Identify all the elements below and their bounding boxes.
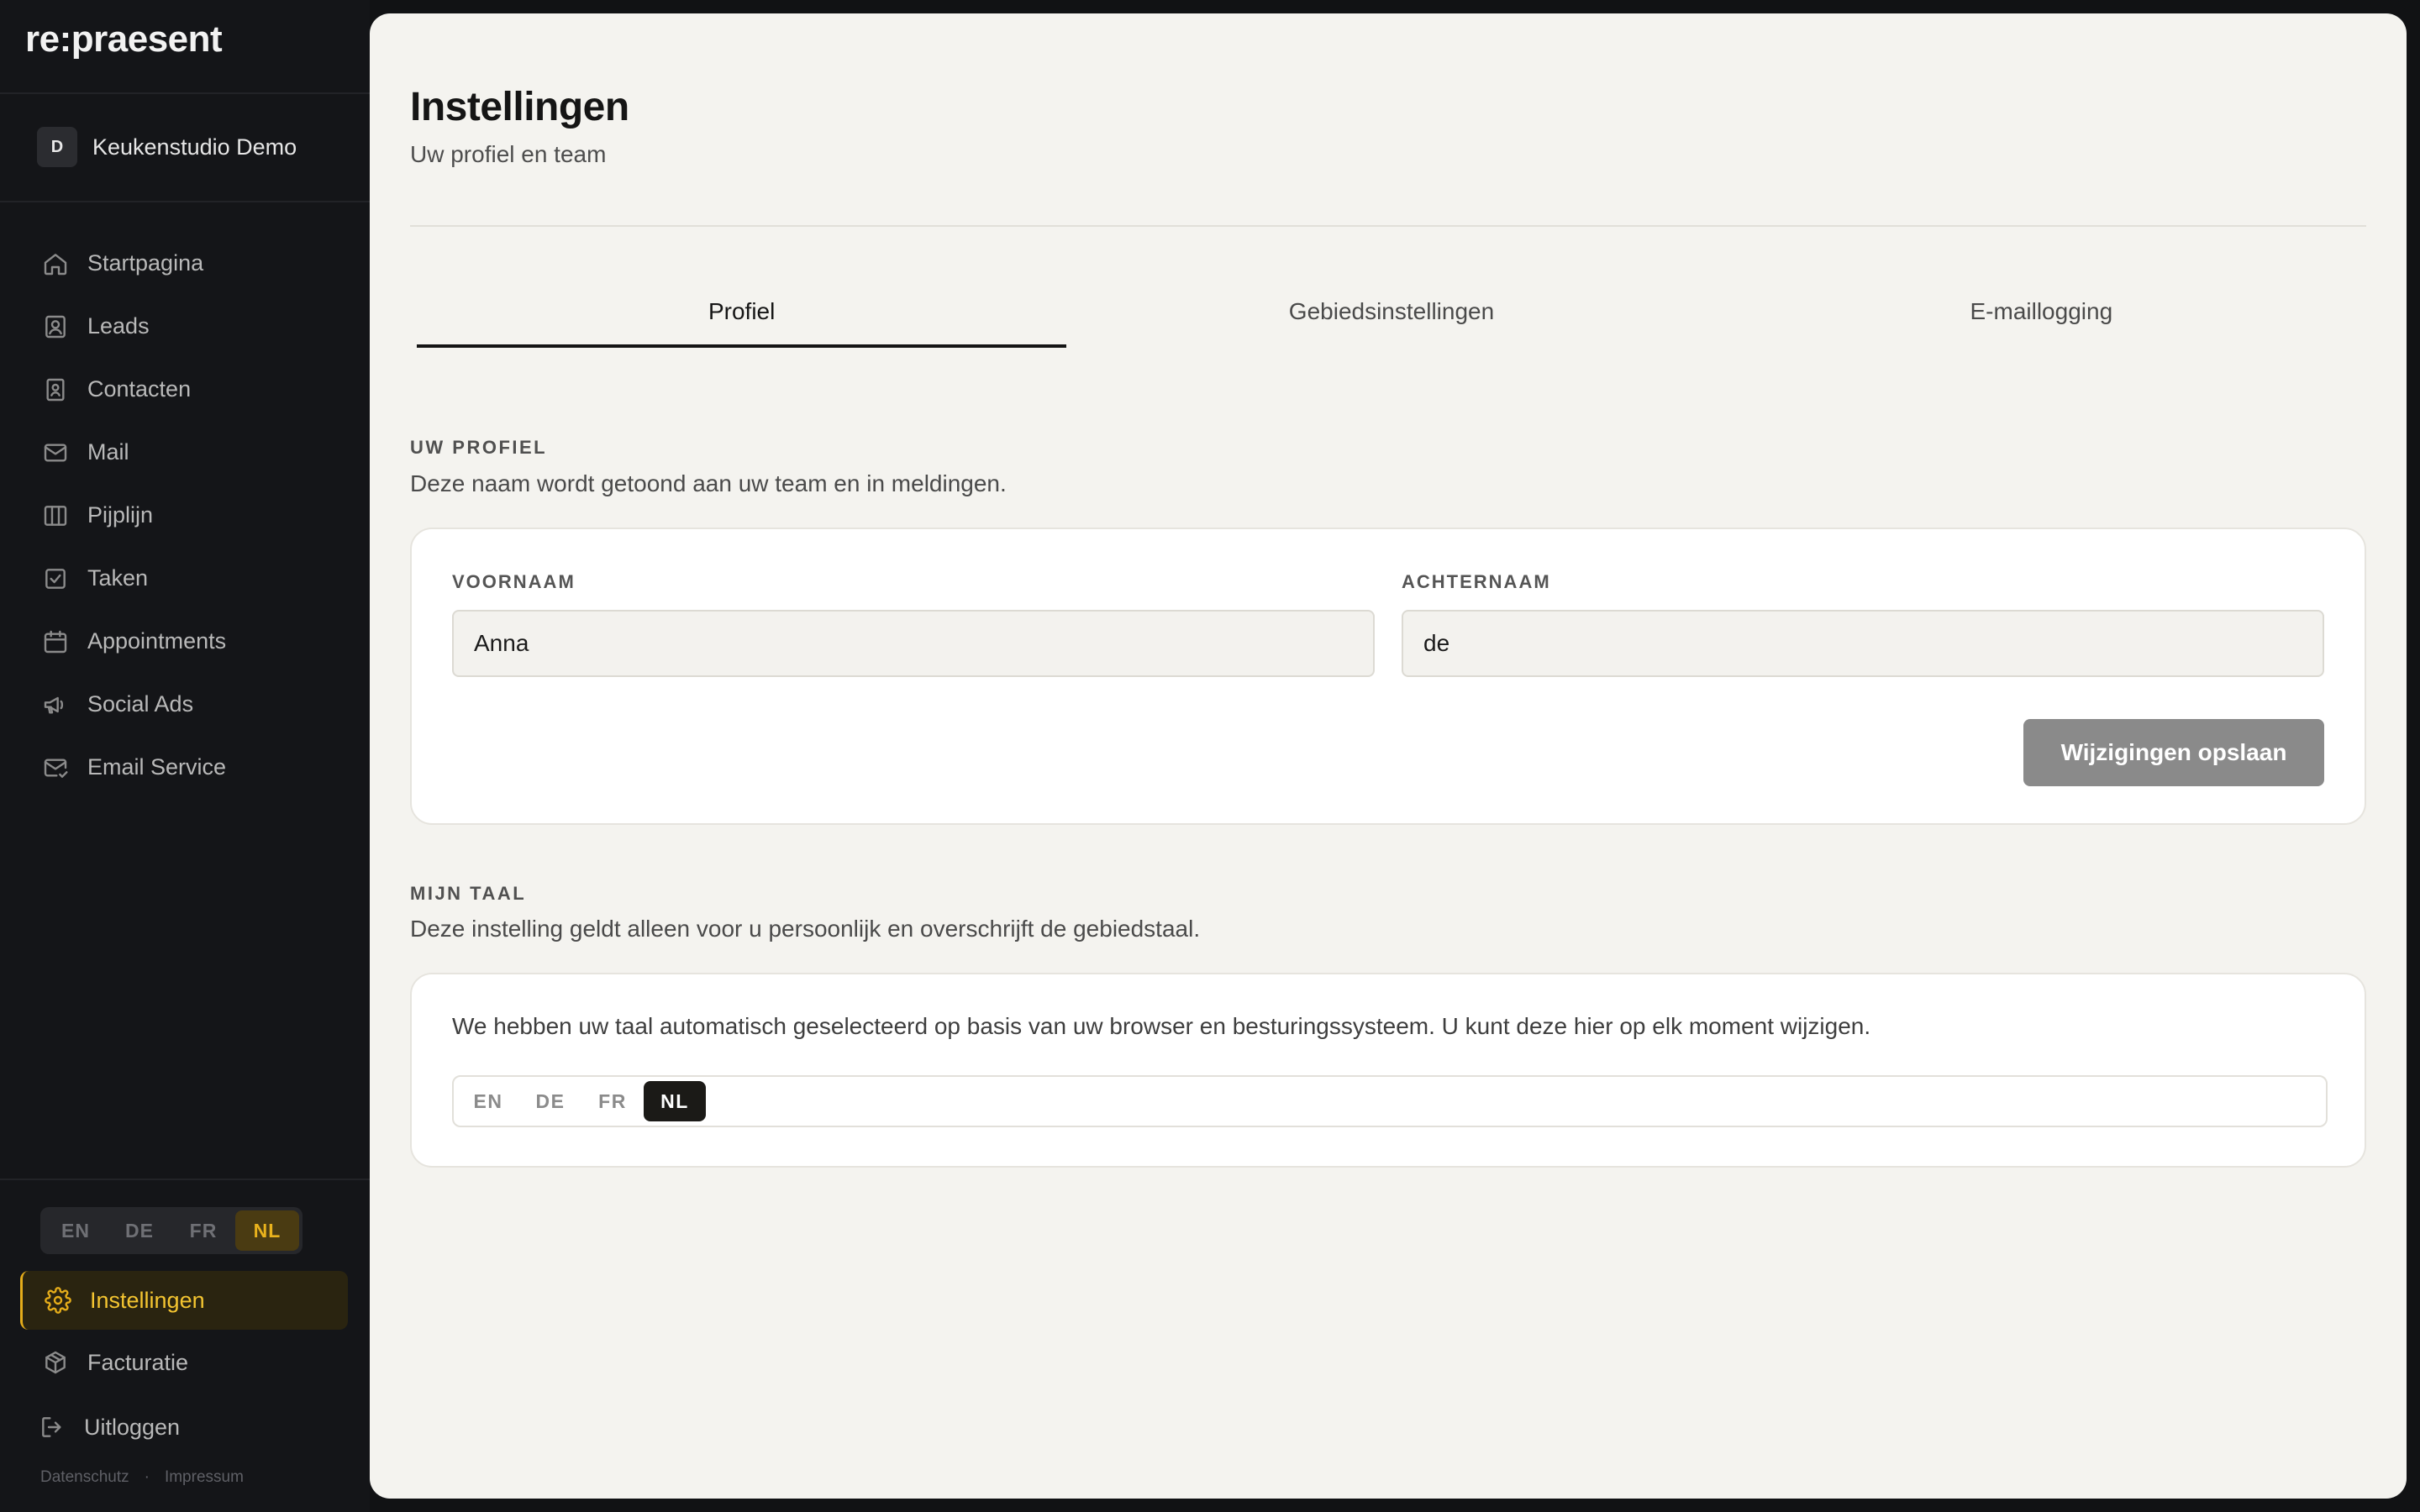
home-icon [42, 250, 69, 277]
sidebar-language-switch [40, 1207, 302, 1254]
sidebar-lang-de[interactable]: DE [125, 1219, 154, 1242]
sidebar-nav [0, 232, 370, 799]
language-section-description: Deze instelling geldt alleen voor u persoonlijk en overschrijft de gebiedstaal. [410, 916, 1201, 942]
profile-section-description: Deze naam wordt getoond aan uw team en in meldingen. [410, 470, 1007, 496]
profile-section-label: UW PROFIEL [410, 437, 548, 458]
sidebar-item-label: Taken [87, 565, 149, 591]
sidebar-item-label: Instellingen [90, 1287, 205, 1313]
contact-card-icon [42, 313, 69, 340]
sidebar-item-contacten[interactable] [0, 358, 370, 421]
divider [410, 225, 2366, 227]
language-card [410, 973, 2366, 1168]
first-name-field[interactable] [452, 610, 1375, 677]
language-option-en[interactable]: EN [473, 1089, 503, 1112]
tab-profiel[interactable]: Profiel [417, 282, 1066, 341]
page-title: Instellingen [410, 85, 629, 129]
sidebar-item-label: Email Service [87, 754, 227, 780]
package-icon [42, 1349, 69, 1376]
sidebar-item-leads[interactable] [0, 295, 370, 358]
workspace-switcher[interactable] [37, 127, 297, 167]
logout-icon [39, 1414, 66, 1441]
language-note: We hebben uw taal automatisch geselecteerd op basis van uw browser en besturingssysteem. U kunt deze hier op elk moment wijzigen. [452, 1013, 1871, 1039]
sidebar-item-social-ads[interactable] [0, 673, 370, 736]
settings-tabs [417, 282, 2366, 358]
language-selector [452, 1075, 2328, 1127]
logout-button[interactable] [39, 1410, 180, 1444]
megaphone-icon [42, 691, 69, 718]
logout-label: Uitloggen [84, 1414, 181, 1440]
language-option-nl[interactable]: NL [644, 1081, 706, 1121]
tab-gebiedsinstellingen[interactable]: Gebiedsinstellingen [1288, 298, 1495, 324]
calendar-icon [42, 628, 69, 655]
sidebar-item-label: Leads [87, 313, 150, 339]
privacy-link[interactable]: Datenschutz [40, 1468, 129, 1486]
profile-card [410, 528, 2366, 825]
sidebar-lang-en[interactable]: EN [61, 1219, 90, 1242]
sidebar-item-label: Mail [87, 439, 129, 465]
footer-separator: · [144, 1468, 150, 1486]
sidebar-lang-nl[interactable]: NL [235, 1210, 299, 1251]
brand-logo[interactable]: re:praesent [25, 18, 223, 60]
workspace-avatar: D [37, 127, 77, 167]
language-option-fr[interactable]: FR [598, 1089, 627, 1112]
sidebar-item-label: Pijplijn [87, 502, 154, 528]
divider [0, 1179, 370, 1180]
gear-icon [45, 1287, 71, 1314]
sidebar-item-taken[interactable] [0, 547, 370, 610]
imprint-link[interactable]: Impressum [164, 1468, 244, 1486]
mail-icon [42, 439, 69, 466]
main-panel [370, 13, 2407, 1499]
tab-e-maillogging[interactable]: E-maillogging [1970, 298, 2113, 324]
language-section-label: MIJN TAAL [410, 883, 527, 904]
sidebar-item-mail[interactable] [0, 421, 370, 484]
checkbox-icon [42, 565, 69, 592]
columns-icon [42, 502, 69, 529]
sidebar-item-label: Startpagina [87, 250, 204, 276]
divider [0, 92, 370, 94]
sidebar-item-pijplijn[interactable] [0, 484, 370, 547]
page-subtitle: Uw profiel en team [410, 141, 607, 167]
workspace-name: Keukenstudio Demo [92, 134, 297, 160]
sidebar-item-label: Contacten [87, 376, 192, 402]
sidebar-item-appointments[interactable] [0, 610, 370, 673]
footer-links [40, 1468, 244, 1487]
last-name-label: ACHTERNAAM [1402, 571, 1551, 592]
sidebar-item-facturatie[interactable] [42, 1346, 188, 1379]
last-name-field[interactable] [1402, 610, 2324, 677]
address-book-icon [42, 376, 69, 403]
mail-check-icon [42, 754, 69, 781]
divider [0, 201, 370, 202]
sidebar-item-label: Appointments [87, 628, 227, 654]
sidebar-item-startpagina[interactable] [0, 232, 370, 295]
sidebar [0, 0, 370, 1512]
sidebar-lang-fr[interactable]: FR [189, 1219, 218, 1242]
language-option-de[interactable]: DE [535, 1089, 566, 1112]
sidebar-item-label: Facturatie [87, 1349, 189, 1375]
sidebar-item-label: Social Ads [87, 691, 194, 717]
save-changes-button[interactable]: Wijzigingen opslaan [2023, 719, 2324, 786]
first-name-label: VOORNAAM [452, 571, 576, 592]
sidebar-item-email-service[interactable] [0, 736, 370, 799]
sidebar-item-instellingen[interactable] [20, 1271, 348, 1330]
